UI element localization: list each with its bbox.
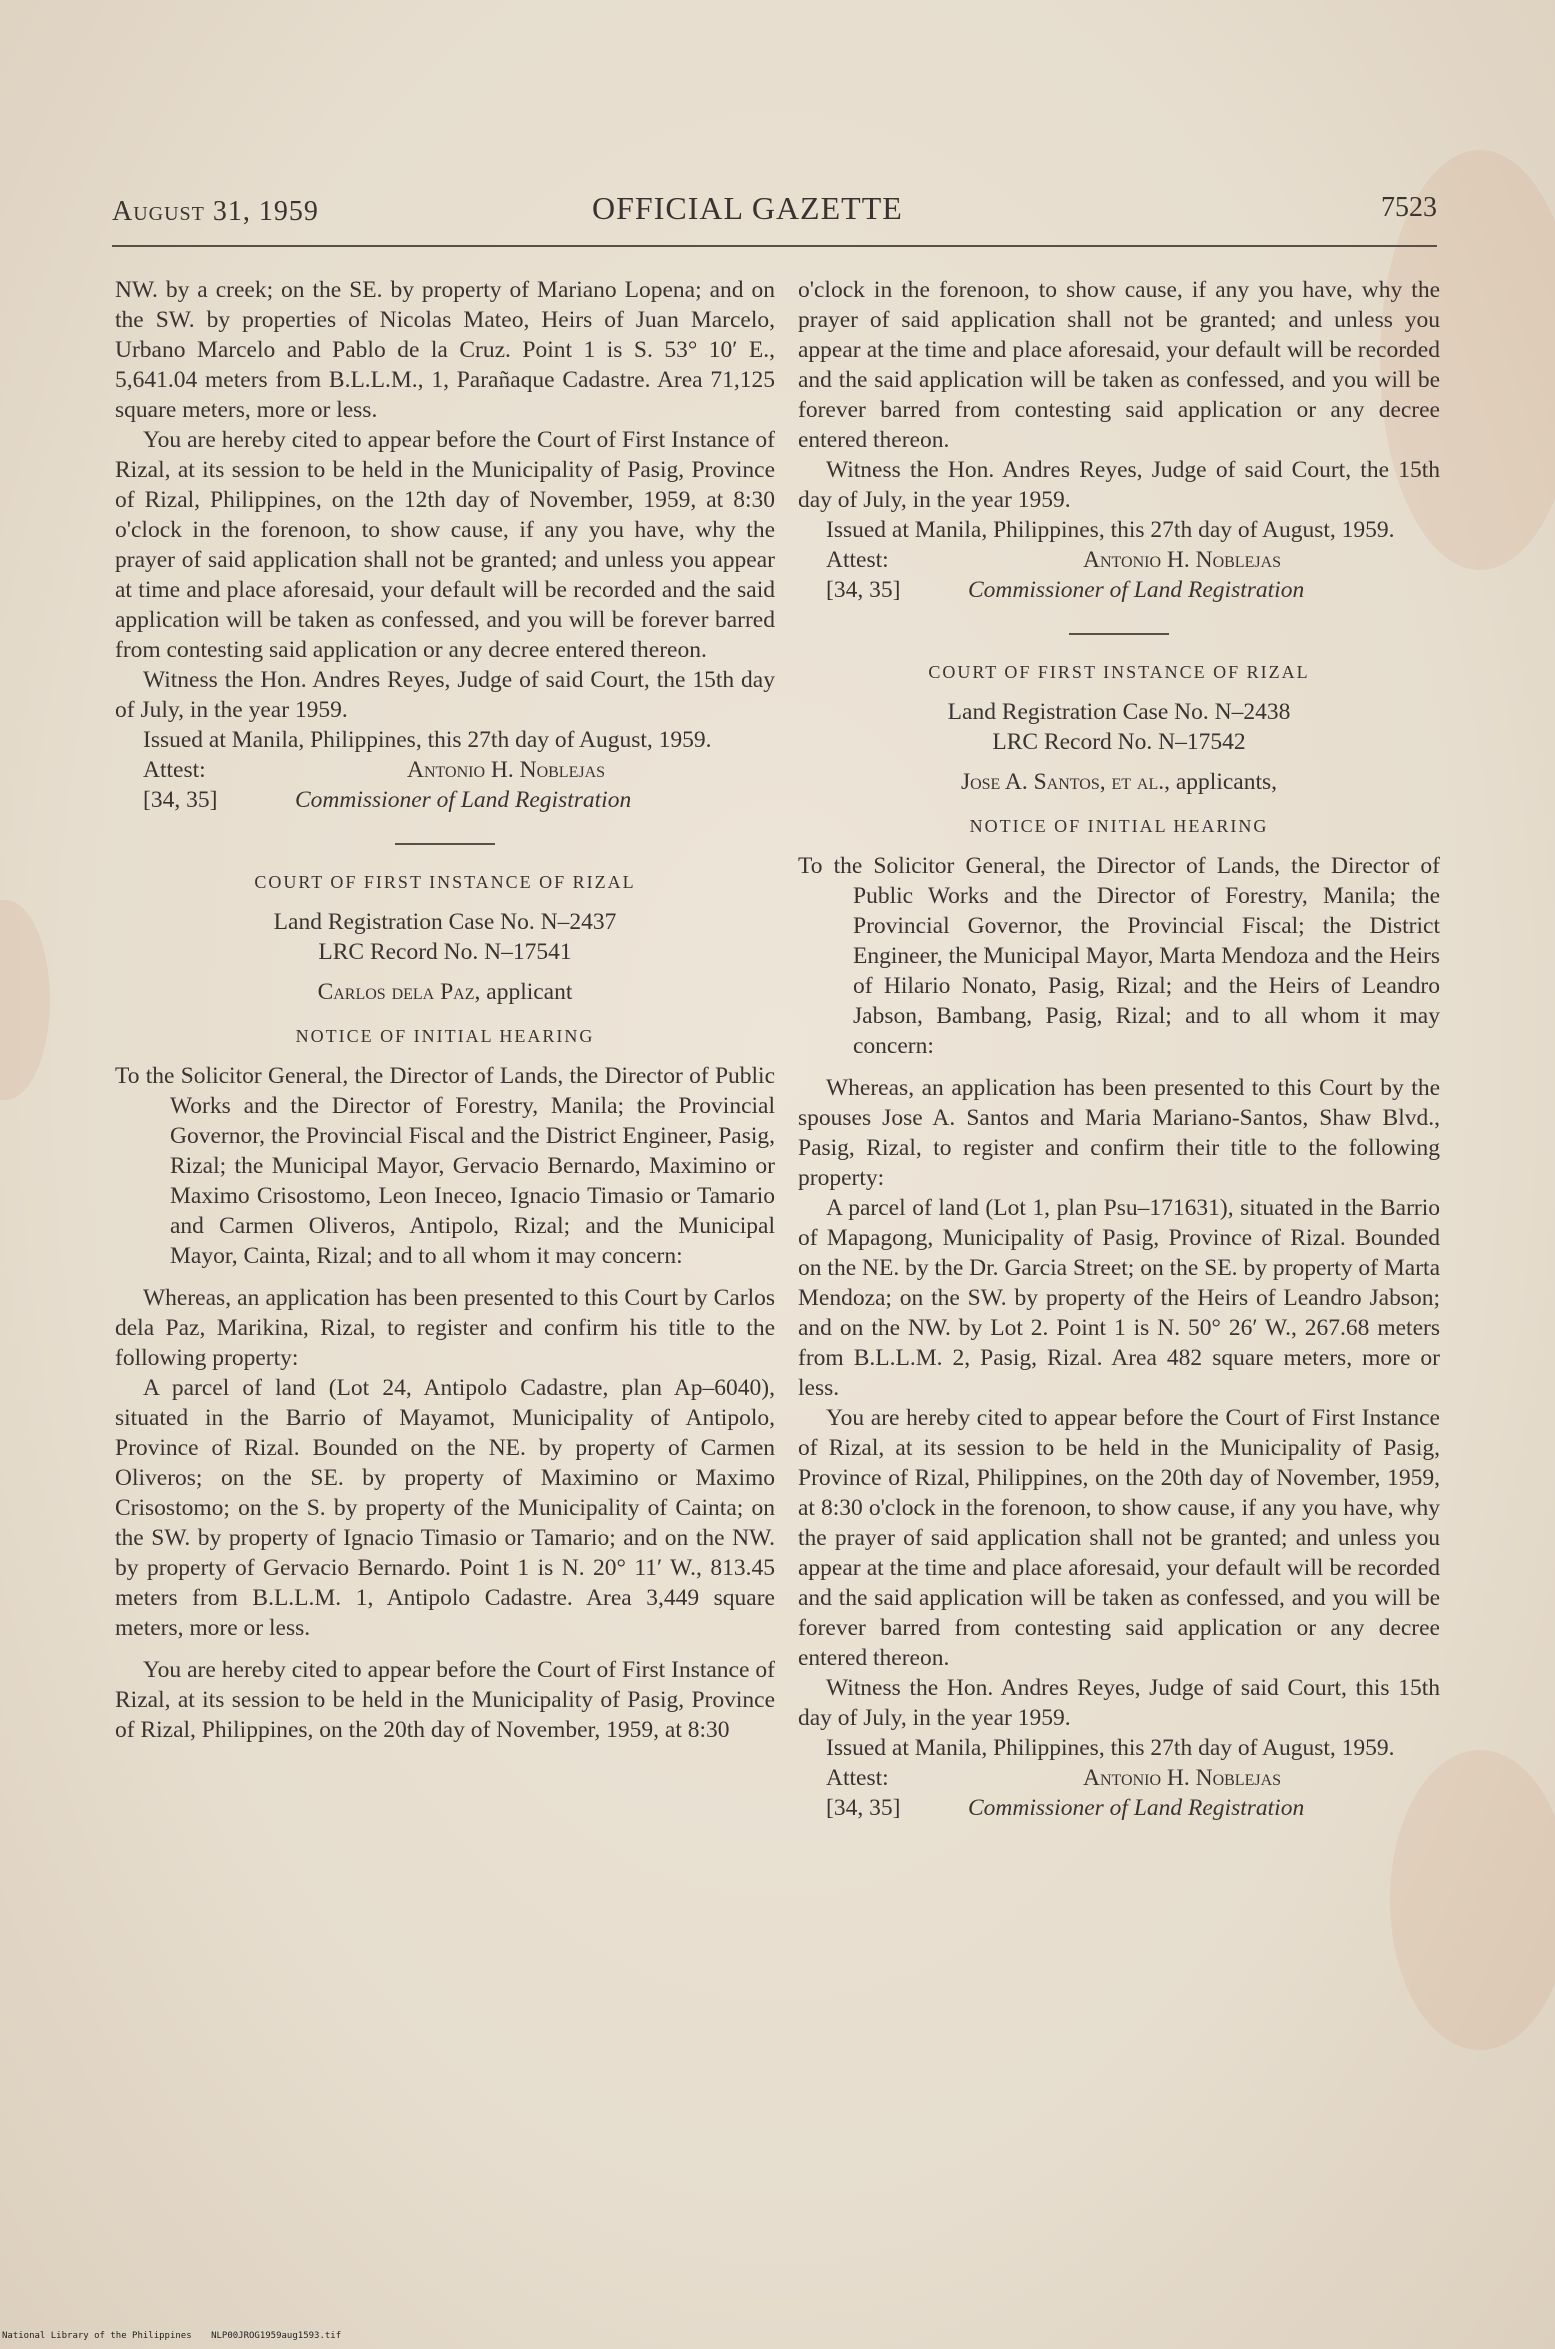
cited-paragraph: You are hereby cited to appear before the Court of First Instance of Rizal, at its session to be held in the Municipality of Pasig, Province of Rizal, Philippines, on the 20th day of November, 1959, at 8:30 o'clock in the forenoon, to show cause, if any you have, why the prayer of said application shall not be granted; and unless you appear at the time and place aforesaid, your default will be recorded and the said application will be taken as confessed, and you will be forever barred from contesting said application or any decree entered thereon. (798, 1405, 1440, 1671)
court-heading: COURT OF FIRST INSTANCE OF RIZAL (928, 662, 1310, 682)
section-separator (1069, 633, 1169, 635)
left-column (115, 275, 775, 1745)
attest-label: Attest: (143, 757, 206, 783)
court-heading: COURT OF FIRST INSTANCE OF RIZAL (254, 872, 636, 892)
issued-paragraph: Issued at Manila, Philippines, this 27th day of August, 1959. (143, 727, 712, 753)
cited-paragraph-start: You are hereby cited to appear before the Court of First Instance of Rizal, at its session to be held in the Municipality of Pasig, Province of Rizal, Philippines, on the 20th day of November, 1959, at 8:30 (115, 1657, 775, 1743)
case-number: Land Registration Case No. N–2437 (273, 909, 617, 935)
record-number: LRC Record No. N–17541 (318, 939, 572, 965)
attest-block (798, 545, 1440, 605)
header-rule (112, 245, 1437, 247)
issued-paragraph: Issued at Manila, Philippines, this 27th day of August, 1959. (826, 1735, 1395, 1761)
applicant-suffix: , applicant (474, 979, 573, 1005)
page-number: 7523 (1381, 192, 1437, 223)
addressees: To the Solicitor General, the Director of Lands, the Director of Public Works and the Director of Forestry, Manila; the Provincial Governor, the Provincial Fiscal and the District Engineer, Pasig, Rizal; the Municipal Mayor, Gervacio Bernardo, Maximino or Maximo Crisostomo, Leon Ineceo, Ignacio Timasio or Tamario and Carmen Oliveros, Antipolo, Rizal; and the Municipal Mayor, Cainta, Rizal; and to all whom it may concern: (115, 1063, 775, 1269)
witness-paragraph: Witness the Hon. Andres Reyes, Judge of said Court, the 15th day of July, in the year 1959. (115, 667, 775, 723)
parcel-paragraph: A parcel of land (Lot 1, plan Psu–171631), situated in the Barrio of Mapagong, Municipality of Pasig, Province of Rizal. Bounded on the NE. by the Dr. Garcia Street; on the SE. by property of Marta Mendoza; on the SW. by property of the Heirs of Leandro Jabson; and on the NW. by Lot 2. Point 1 is N. 50° 26′ W., 267.68 meters from B.L.L.M. 2, Pasig, Rizal. Area 482 square meters, more or less. (798, 1195, 1440, 1401)
attest-office: Commissioner of Land Registration (968, 1795, 1305, 1821)
gazette-title: OFFICIAL GAZETTE (592, 190, 903, 226)
case-number: Land Registration Case No. N–2438 (947, 699, 1291, 725)
applicant-line (798, 767, 1440, 797)
footer-file: NLP00JROG1959aug1593.tif (211, 2331, 342, 2341)
attest-ref: [34, 35] (826, 577, 901, 603)
scan-footer (2, 2331, 355, 2341)
parcel-paragraph: A parcel of land (Lot 24, Antipolo Cadastre, plan Ap–6040), situated in the Barrio of Mayamot, Municipality of Antipolo, Province of Rizal. Bounded on the NE. by property of Carmen Oliveros; on the SE. by property of Maximino or Maximo Crisostomo; on the S. by property of the Municipality of Cainta; on the SW. by property of Ignacio Timasio or Tamario; and on the NW. by property of Gervacio Bernardo. Point 1 is N. 20° 11′ W., 813.45 meters from B.L.L.M. 1, Antipolo Cadastre. Area 3,449 square meters, more or less. (115, 1375, 775, 1641)
notice-title: NOTICE OF INITIAL HEARING (969, 816, 1269, 836)
applicant-name: Carlos dela Paz (317, 979, 475, 1005)
attest-label: Attest: (826, 547, 889, 573)
right-column (798, 275, 1440, 1823)
witness-paragraph: Witness the Hon. Andres Reyes, Judge of said Court, this 15th day of July, in the year 1959. (798, 1675, 1440, 1731)
witness-paragraph: Witness the Hon. Andres Reyes, Judge of said Court, the 15th day of July, in the year 1959. (798, 457, 1440, 513)
section-separator (395, 843, 495, 845)
applicant-line (115, 977, 775, 1007)
whereas-paragraph: Whereas, an application has been presented to this Court by Carlos dela Paz, Marikina, Rizal, to register and confirm his title to the following property: (115, 1285, 775, 1371)
paper-stain (0, 900, 50, 1100)
continued-paragraph: NW. by a creek; on the SE. by property of Mariano Lopena; and on the SW. by properties of Nicolas Mateo, Heirs of Juan Marcelo, Urbano Marcelo and Pablo de la Cruz. Point 1 is S. 53° 10′ E., 5,641.04 meters from B.L.L.M., 1, Parañaque Cadastre. Area 71,125 square meters, more or less. (115, 277, 775, 423)
record-number: LRC Record No. N–17542 (992, 729, 1246, 755)
page-header (112, 190, 1437, 234)
addressees: To the Solicitor General, the Director of Lands, the Director of Public Works and the Director of Forestry, Manila; the Provincial Governor, the Provincial Fiscal; the District Engineer, the Municipal Mayor, Marta Mendoza and the Heirs of Hilario Nonato, Pasig, Rizal; and the Heirs of Leandro Jabson, Bambang, Pasig, Rizal; and to all whom it may concern: (798, 853, 1440, 1059)
attest-ref: [34, 35] (826, 1795, 901, 1821)
notice-title: NOTICE OF INITIAL HEARING (295, 1026, 595, 1046)
attest-block (798, 1763, 1440, 1823)
attest-block (115, 755, 775, 815)
header-date: August 31, 1959 (112, 196, 319, 227)
whereas-paragraph: Whereas, an application has been presented to this Court by the spouses Jose A. Santos and Maria Mariano-Santos, Shaw Blvd., Pasig, Rizal, to register and confirm their title to the following property: (798, 1075, 1440, 1191)
continued-paragraph: o'clock in the forenoon, to show cause, if any you have, why the prayer of said application shall not be granted; and unless you appear at the time and place aforesaid, your default will be recorded and the said application will be taken as confessed, and you will be forever barred from contesting said application or any decree entered thereon. (798, 277, 1440, 453)
attest-office: Commissioner of Land Registration (295, 787, 632, 813)
attest-name: Antonio H. Noblejas (407, 757, 606, 783)
attest-ref: [34, 35] (143, 787, 218, 813)
attest-office: Commissioner of Land Registration (968, 577, 1305, 603)
attest-name: Antonio H. Noblejas (1083, 1765, 1282, 1791)
applicant-suffix: , applicants, (1164, 769, 1278, 795)
footer-library: National Library of the Philippines (2, 2331, 192, 2341)
attest-name: Antonio H. Noblejas (1083, 547, 1282, 573)
issued-paragraph: Issued at Manila, Philippines, this 27th day of August, 1959. (826, 517, 1395, 543)
applicant-name: Jose A. Santos, et al. (960, 769, 1165, 795)
attest-label: Attest: (826, 1765, 889, 1791)
cited-paragraph: You are hereby cited to appear before the Court of First Instance of Rizal, at its session to be held in the Municipality of Pasig, Province of Rizal, Philippines, on the 12th day of November, 1959, at 8:30 o'clock in the forenoon, to show cause, if any you have, why the prayer of said application shall not be granted; and unless you appear at time and place aforesaid, your default will be recorded and the said application will be taken as confessed, and you will be forever barred from contesting said application or any decree entered thereon. (115, 427, 775, 663)
